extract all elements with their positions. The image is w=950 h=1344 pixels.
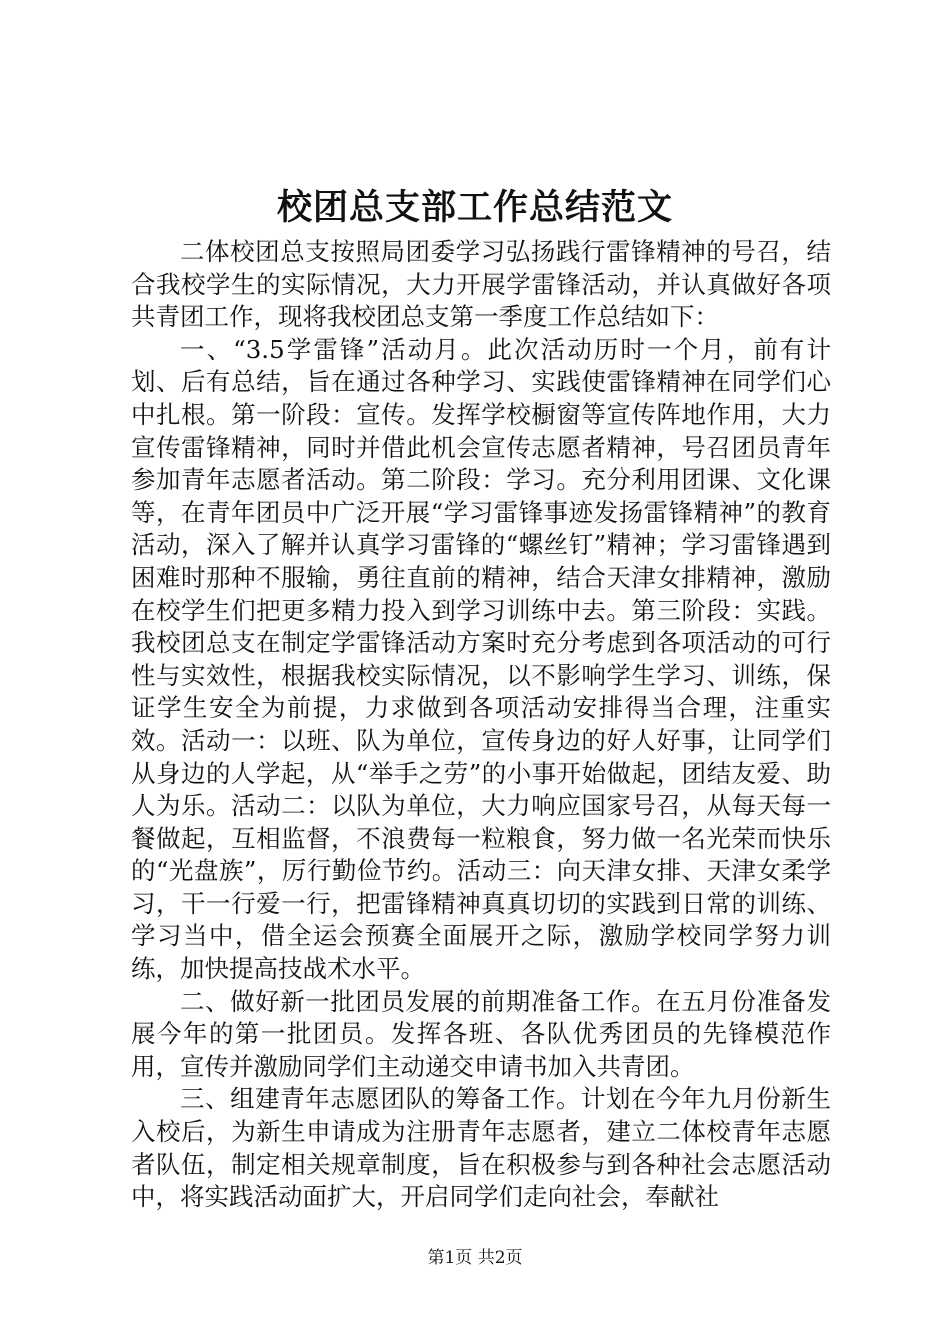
paragraph-section-3: 三、组建青年志愿团队的筹备工作。计划在今年九月份新生入校后，为新生申请成为注册青年志愿者，建立二体校青年志愿者队伍，制定相关规章制度，旨在积极参与到各种社会志愿活动中，将实践活动面扩大，开启同学们走向社会，奉献社 xyxy=(131,1084,831,1212)
document-body xyxy=(131,236,831,1214)
paragraph-section-2: 二、做好新一批团员发展的前期准备工作。在五月份准备发展今年的第一批团员。发挥各班、各队优秀团员的先锋模范作用，宣传并激励同学们主动递交申请书加入共青团。 xyxy=(131,986,831,1081)
page-number-footer: 第1页 共2页 xyxy=(427,1248,523,1268)
paragraph-section-1: 一、“3.5学雷锋”活动月。此次活动历时一个月，前有计划、后有总结，旨在通过各种学习、实践使雷锋精神在同学们心中扎根。第一阶段：宣传。发挥学校橱窗等宣传阵地作用，大力宣传雷锋精神，同时并借此机会宣传志愿者精神，号召团员青年参加青年志愿者活动。第二阶段：学习。充分利用团课、文化课等，在青年团员中广泛开展“学习雷锋事迹发扬雷锋精神”的教育活动，深入了解并认真学习雷锋的“螺丝钉”精神；学习雷锋遇到困难时那种不服输，勇往直前的精神，结合天津女排精神，激励在校学生们把更多精力投入到学习训练中去。第三阶段：实践。我校团总支在制定学雷锋活动方案时充分考虑到各项活动的可行性与实效性，根据我校实际情况，以不影响学生学习、训练，保证学生安全为前提，力求做到各项活动安排得当合理，注重实效。活动一：以班、队为单位，宣传身边的好人好事，让同学们从身边的人学起，从“举手之劳”的小事开始做起，团结友爱、助人为乐。活动二：以队为单位，大力响应国家号召，从每天每一餐做起，互相监督，不浪费每一粒粮食，努力做一名光荣而快乐的“光盘族”，厉行勤俭节约。活动三：向天津女排、天津女柔学习，干一行爱一行，把雷锋精神真真切切的实践到日常的训练、学习当中，借全运会预赛全面展开之际，激励学校同学努力训练，加快提高技战术水平。 xyxy=(131,334,831,984)
document-title: 校团总支部工作总结范文 xyxy=(276,187,673,228)
paragraph-intro: 二体校团总支按照局团委学习弘扬践行雷锋精神的号召，结合我校学生的实际情况，大力开展学雷锋活动，并认真做好各项共青团工作，现将我校团总支第一季度工作总结如下： xyxy=(131,237,831,332)
